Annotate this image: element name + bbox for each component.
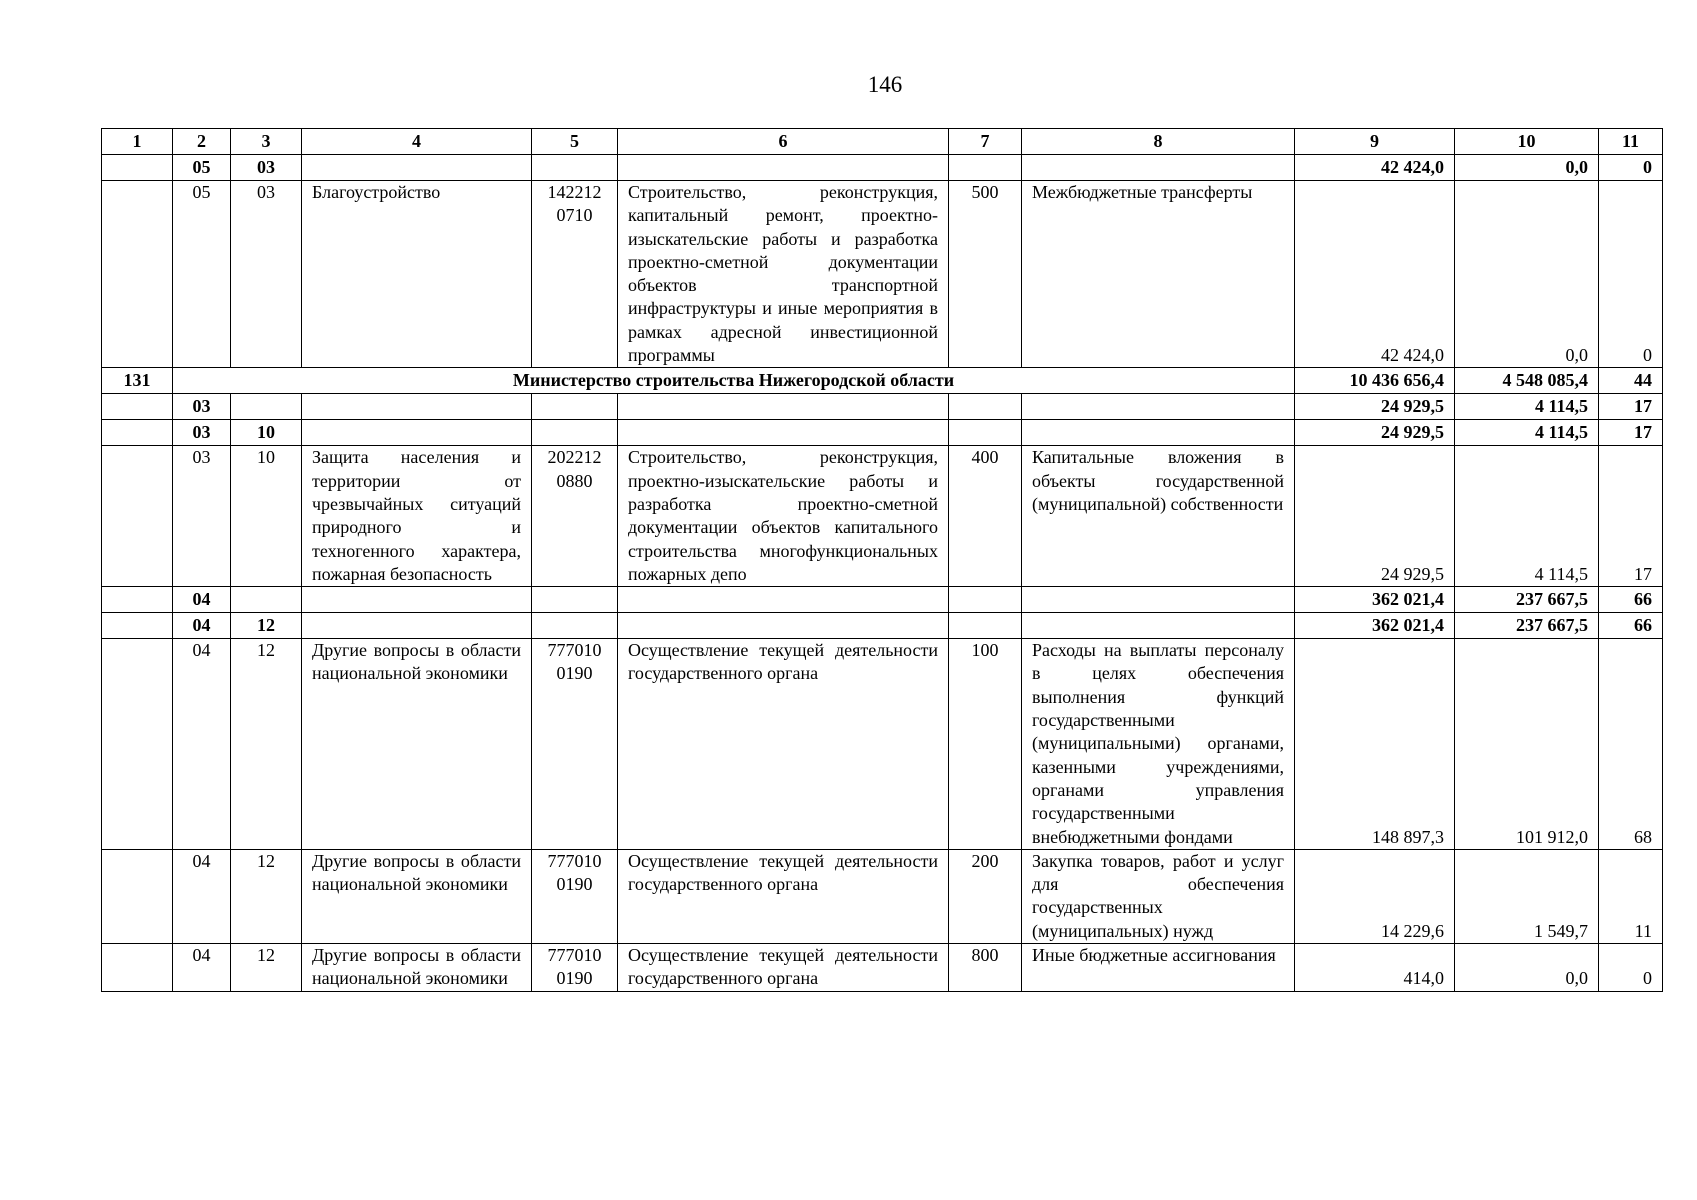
cell-amount: 4 114,5: [1455, 394, 1599, 420]
cell-target-article: 142212 0710: [532, 181, 618, 368]
cell-subsection: 03: [231, 181, 302, 368]
cell-target-article: 777010 0190: [532, 944, 618, 992]
cell-section: 04: [173, 613, 231, 639]
cell-amount: 4 114,5: [1455, 446, 1599, 587]
table-row: [102, 849, 1663, 943]
table-row: [102, 420, 1663, 446]
cell-amount: 414,0: [1295, 944, 1455, 992]
cell: [102, 155, 173, 181]
cell-target-article: 777010 0190: [532, 849, 618, 943]
cell: [302, 613, 532, 639]
cell: [102, 639, 173, 850]
cell-description: Осуществление текущей деятельности государственного органа: [618, 944, 949, 992]
cell-expense-name: Закупка товаров, работ и услуг для обеспечения государственных (муниципальных) нужд: [1022, 849, 1295, 943]
cell-expense-type: 500: [949, 181, 1022, 368]
cell-amount: 362 021,4: [1295, 587, 1455, 613]
cell: [618, 394, 949, 420]
cell-section: 03: [173, 394, 231, 420]
cell: [102, 587, 173, 613]
cell: [532, 155, 618, 181]
cell: [532, 587, 618, 613]
cell: [102, 446, 173, 587]
cell-subsection: [231, 587, 302, 613]
cell-percent: 0: [1599, 181, 1663, 368]
header-cell: 8: [1022, 129, 1295, 155]
cell-percent: 17: [1599, 446, 1663, 587]
cell-amount: 362 021,4: [1295, 613, 1455, 639]
cell-section: 04: [173, 849, 231, 943]
cell-percent: 44: [1599, 368, 1663, 394]
cell-subsection: 12: [231, 639, 302, 850]
cell-section: 03: [173, 420, 231, 446]
cell: [1022, 155, 1295, 181]
cell-percent: 17: [1599, 420, 1663, 446]
table-row: [102, 587, 1663, 613]
cell-subsection: 12: [231, 849, 302, 943]
cell-subsection: 10: [231, 446, 302, 587]
cell-amount: 24 929,5: [1295, 446, 1455, 587]
cell-target-article: 202212 0880: [532, 446, 618, 587]
header-cell: 7: [949, 129, 1022, 155]
cell-section: 04: [173, 639, 231, 850]
cell-description: Осуществление текущей деятельности государственного органа: [618, 639, 949, 850]
cell-subsection: [231, 394, 302, 420]
header-row: [102, 129, 1663, 155]
cell-expense-name: Капитальные вложения в объекты государственной (муниципальной) собственности: [1022, 446, 1295, 587]
table-row: [102, 181, 1663, 368]
cell-percent: 0: [1599, 155, 1663, 181]
cell: [102, 394, 173, 420]
cell-subsection: 03: [231, 155, 302, 181]
cell-section: 03: [173, 446, 231, 587]
cell-percent: 66: [1599, 587, 1663, 613]
cell: [102, 613, 173, 639]
cell-amount: 101 912,0: [1455, 639, 1599, 850]
cell-amount: 24 929,5: [1295, 394, 1455, 420]
cell-expense-type: 800: [949, 944, 1022, 992]
cell-description: Осуществление текущей деятельности государственного органа: [618, 849, 949, 943]
cell-amount: 4 548 085,4: [1455, 368, 1599, 394]
cell: [618, 613, 949, 639]
cell-expense-type: 400: [949, 446, 1022, 587]
cell-subsection: 12: [231, 613, 302, 639]
cell: [102, 420, 173, 446]
cell-amount: 10 436 656,4: [1295, 368, 1455, 394]
cell-expense-type: 100: [949, 639, 1022, 850]
cell: [532, 394, 618, 420]
cell-expense-name: Межбюджетные трансферты: [1022, 181, 1295, 368]
header-cell: 4: [302, 129, 532, 155]
cell-target-article: 777010 0190: [532, 639, 618, 850]
cell-expense-name: Расходы на выплаты персоналу в целях обеспечения выполнения функций государственными (муниципальными) органами, казенными учреждениями, органами управления государственными внебюджетными фондами: [1022, 639, 1295, 850]
header-cell: 2: [173, 129, 231, 155]
header-cell: 11: [1599, 129, 1663, 155]
cell: [302, 394, 532, 420]
cell: [102, 944, 173, 992]
cell-amount: 42 424,0: [1295, 181, 1455, 368]
cell-section: 04: [173, 944, 231, 992]
budget-table: [101, 128, 1663, 992]
cell-expense-name: Иные бюджетные ассигнования: [1022, 944, 1295, 992]
header-cell: 5: [532, 129, 618, 155]
cell: [102, 181, 173, 368]
cell-amount: 24 929,5: [1295, 420, 1455, 446]
cell: [532, 420, 618, 446]
cell-description: Строительство, реконструкция, проектно-изыскательские работы и разработка проектно-сметной документации объектов капитального строительства многофункциональных пожарных депо: [618, 446, 949, 587]
cell-amount: 14 229,6: [1295, 849, 1455, 943]
cell: [302, 587, 532, 613]
cell-name: Благоустройство: [302, 181, 532, 368]
table-row: [102, 394, 1663, 420]
cell-amount: 0,0: [1455, 155, 1599, 181]
cell-amount: 0,0: [1455, 181, 1599, 368]
cell: [949, 613, 1022, 639]
cell-percent: 66: [1599, 613, 1663, 639]
cell-percent: 11: [1599, 849, 1663, 943]
cell-amount: 42 424,0: [1295, 155, 1455, 181]
header-cell: 10: [1455, 129, 1599, 155]
cell: [949, 420, 1022, 446]
cell-name: Другие вопросы в области национальной экономики: [302, 944, 532, 992]
cell: [949, 155, 1022, 181]
cell: [949, 587, 1022, 613]
cell-expense-type: 200: [949, 849, 1022, 943]
cell-ministry-code: 131: [102, 368, 173, 394]
cell-section: 05: [173, 181, 231, 368]
cell: [302, 155, 532, 181]
header-cell: 9: [1295, 129, 1455, 155]
table-row: [102, 155, 1663, 181]
cell-percent: 68: [1599, 639, 1663, 850]
header-cell: 3: [231, 129, 302, 155]
cell: [618, 420, 949, 446]
ministry-row: [102, 368, 1663, 394]
cell-name: Другие вопросы в области национальной экономики: [302, 639, 532, 850]
table-row: [102, 944, 1663, 992]
cell-name: Другие вопросы в области национальной экономики: [302, 849, 532, 943]
cell-amount: 237 667,5: [1455, 613, 1599, 639]
cell: [302, 420, 532, 446]
cell-name: Защита населения и территории от чрезвычайных ситуаций природного и техногенного характера, пожарная безопасность: [302, 446, 532, 587]
cell: [618, 587, 949, 613]
cell: [532, 613, 618, 639]
cell: [949, 394, 1022, 420]
cell: [1022, 394, 1295, 420]
cell: [618, 155, 949, 181]
header-cell: 6: [618, 129, 949, 155]
cell-amount: 237 667,5: [1455, 587, 1599, 613]
cell-percent: 17: [1599, 394, 1663, 420]
cell-description: Строительство, реконструкция, капитальный ремонт, проектно-изыскательские работы и разработка проектно-сметной документации объектов транспортной инфраструктуры и иные мероприятия в рамках адресной инвестиционной программы: [618, 181, 949, 368]
cell-amount: 0,0: [1455, 944, 1599, 992]
table-row: [102, 446, 1663, 587]
cell: [1022, 613, 1295, 639]
page-number: 146: [867, 72, 903, 97]
ministry-title: Министерство строительства Нижегородской области: [173, 368, 1295, 394]
cell: [1022, 587, 1295, 613]
cell-amount: 4 114,5: [1455, 420, 1599, 446]
cell-amount: 148 897,3: [1295, 639, 1455, 850]
header-cell: 1: [102, 129, 173, 155]
cell: [1022, 420, 1295, 446]
cell-amount: 1 549,7: [1455, 849, 1599, 943]
cell-section: 05: [173, 155, 231, 181]
cell: [102, 849, 173, 943]
cell-section: 04: [173, 587, 231, 613]
cell-subsection: 10: [231, 420, 302, 446]
cell-subsection: 12: [231, 944, 302, 992]
table-row: [102, 639, 1663, 850]
table-row: [102, 613, 1663, 639]
cell-percent: 0: [1599, 944, 1663, 992]
